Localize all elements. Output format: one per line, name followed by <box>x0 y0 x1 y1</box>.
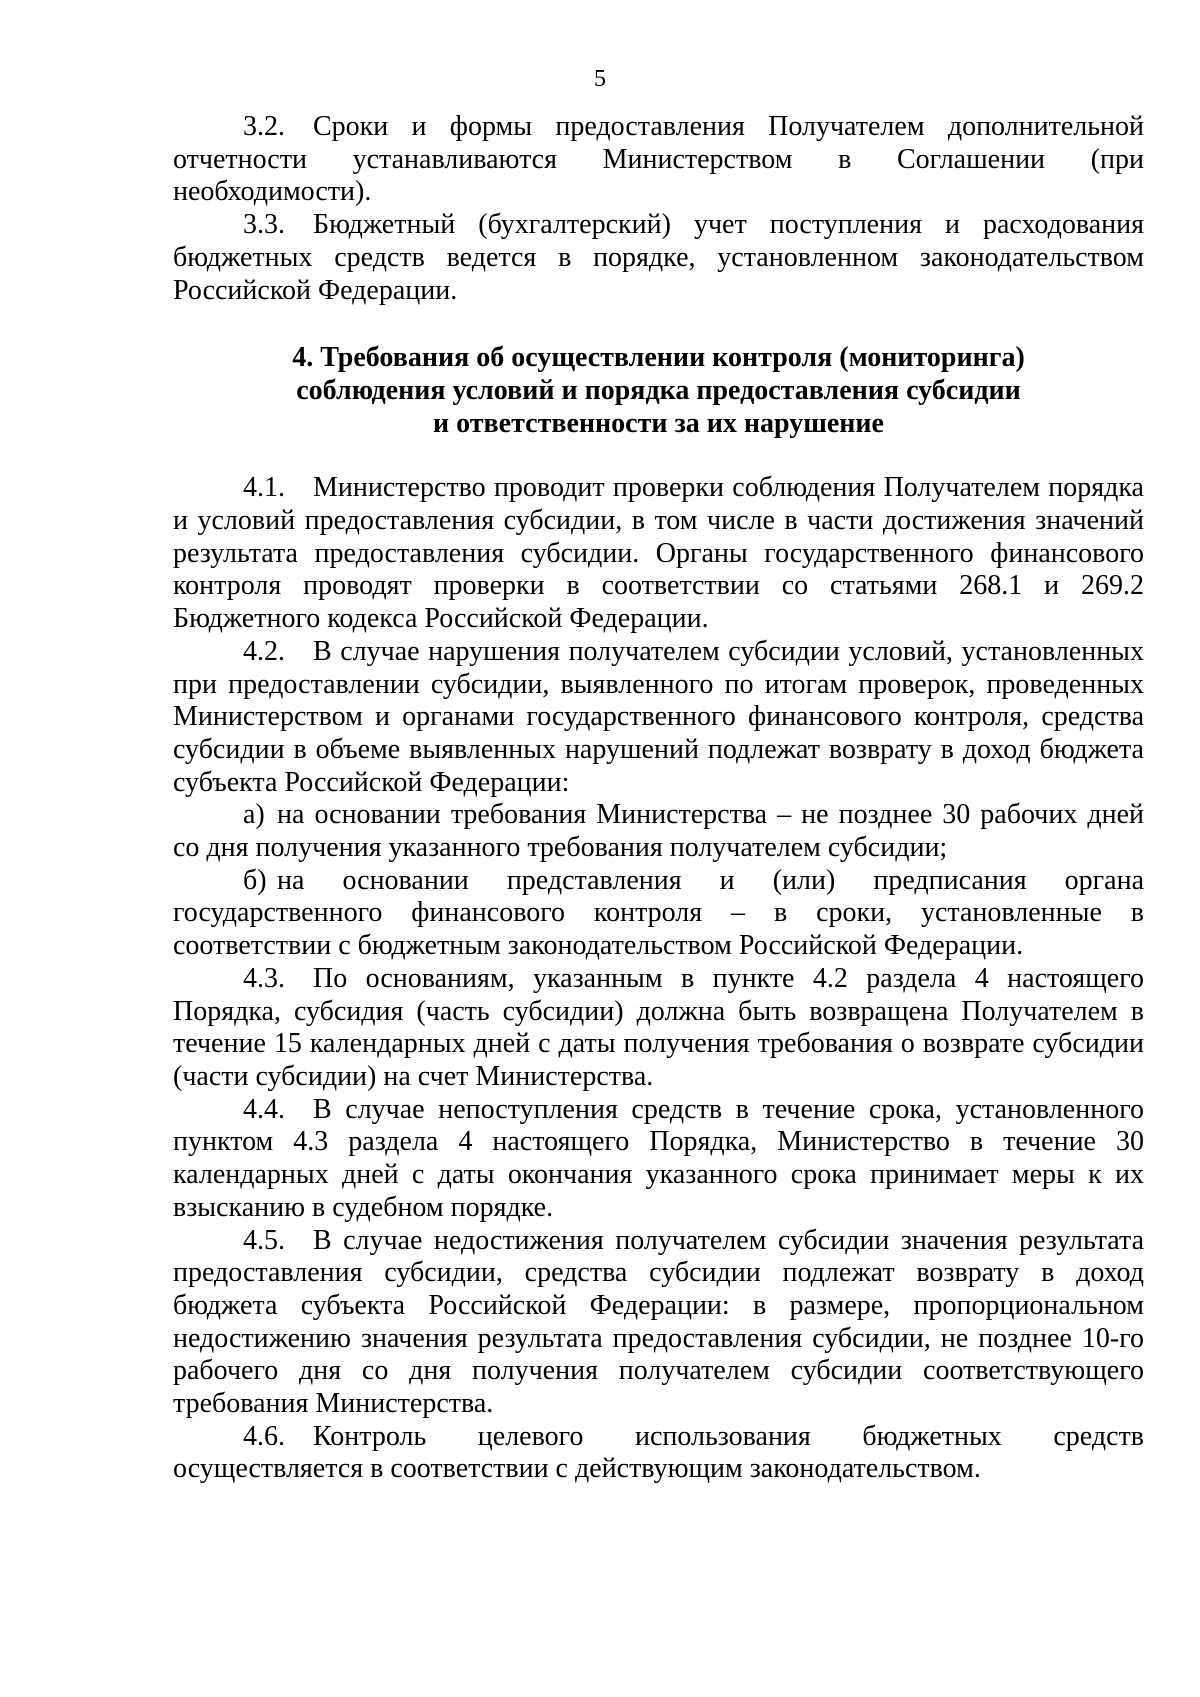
paragraph-text: По основаниям, указанным в пункте 4.2 раздела 4 настоящего Порядка, субсидия (часть субсидии) должна быть возвращена Получателем в течение 15 календарных дней с даты получения требования о возврате субсидии (части субсидии) на счет Министерства. <box>173 962 1144 1092</box>
paragraph-4-1 <box>173 472 1144 636</box>
paragraph-text: Контроль целевого использования бюджетных средств осуществляется в соответствии с действующим законодательством. <box>173 1420 1144 1485</box>
paragraph-4-2 <box>173 636 1144 800</box>
paragraph-number: 4.5. <box>243 1224 285 1256</box>
paragraph-4-6 <box>173 1421 1144 1486</box>
paragraph-number: 3.2. <box>243 111 285 142</box>
section-4-heading <box>173 342 1144 440</box>
paragraph-4-4 <box>173 1094 1144 1225</box>
paragraph-text: Сроки и формы предоставления Получателем дополнительной отчетности устанавливаются Министерством в Соглашении (при необходимости). <box>173 111 1144 208</box>
paragraph-text: В случае нарушения получателем субсидии условий, установленных при предоставлении субсидии, выявленного по итогам проверок, проведенных Министерством и органами государственного финансового контроля, средства субсидии в объеме выявленных нарушений подлежат возврату в доход бюджета субъекта Российской Федерации: <box>173 635 1144 798</box>
paragraph-text: на основании представления и (или) предписания органа государственного финансового контроля – в сроки, установленные в соответствии с бюджетным законодательством Российской Федерации. <box>173 864 1144 962</box>
heading-line: соблюдения условий и порядка предоставления субсидии <box>296 374 1021 406</box>
subparagraph-a <box>173 799 1144 864</box>
page-number: 5 <box>594 66 606 92</box>
paragraph-3-2 <box>173 111 1144 209</box>
paragraph-text: на основании требования Министерства – не позднее 30 рабочих дней со дня получения указанного требования получателем субсидии; <box>173 799 1144 864</box>
paragraph-number: 4.2. <box>243 635 285 667</box>
paragraph-number: 4.4. <box>243 1093 285 1125</box>
subparagraph-letter: а) <box>243 799 265 831</box>
subparagraph-b <box>173 865 1144 963</box>
paragraph-3-3 <box>173 209 1144 307</box>
paragraph-text: Бюджетный (бухгалтерский) учет поступления и расходования бюджетных средств ведется в порядке, установленном законодательством Российской Федерации. <box>173 209 1144 306</box>
paragraph-text: В случае непоступления средств в течение срока, установленного пунктом 4.3 раздела 4 настоящего Порядка, Министерство в течение 30 календарных дней с даты окончания указанного срока принимает меры к их взысканию в судебном порядке. <box>173 1093 1144 1223</box>
paragraph-4-5 <box>173 1225 1144 1421</box>
document-body <box>173 111 1144 1486</box>
paragraph-number: 4.6. <box>243 1420 285 1452</box>
paragraph-number: 3.3. <box>243 209 285 241</box>
paragraph-text: Министерство проводит проверки соблюдения Получателем порядка и условий предоставления субсидии, в том числе в части достижения значений результата предоставления субсидии. Органы государственного финансового контроля проводят проверки в соответствии со статьями 268.1 и 269.2 Бюджетного кодекса Российской Федерации. <box>173 472 1144 635</box>
paragraph-number: 4.1. <box>243 472 285 504</box>
paragraph-text: В случае недостижения получателем субсидии значения результата предоставления субсидии, средства субсидии подлежат возврату в доход бюджета субъекта Российской Федерации: в размере, пропорциональном недостижению значения результата предоставления субсидии, не позднее 10-го рабочего дня со дня получения получателем субсидии соответствующего требования Министерства. <box>173 1224 1144 1420</box>
paragraph-4-3 <box>173 963 1144 1094</box>
subparagraph-letter: б) <box>243 864 267 896</box>
heading-line: и ответственности за их нарушение <box>433 407 884 439</box>
heading-line: 4. Требования об осуществлении контроля (мониторинга) <box>292 342 1025 374</box>
paragraph-number: 4.3. <box>243 962 285 994</box>
